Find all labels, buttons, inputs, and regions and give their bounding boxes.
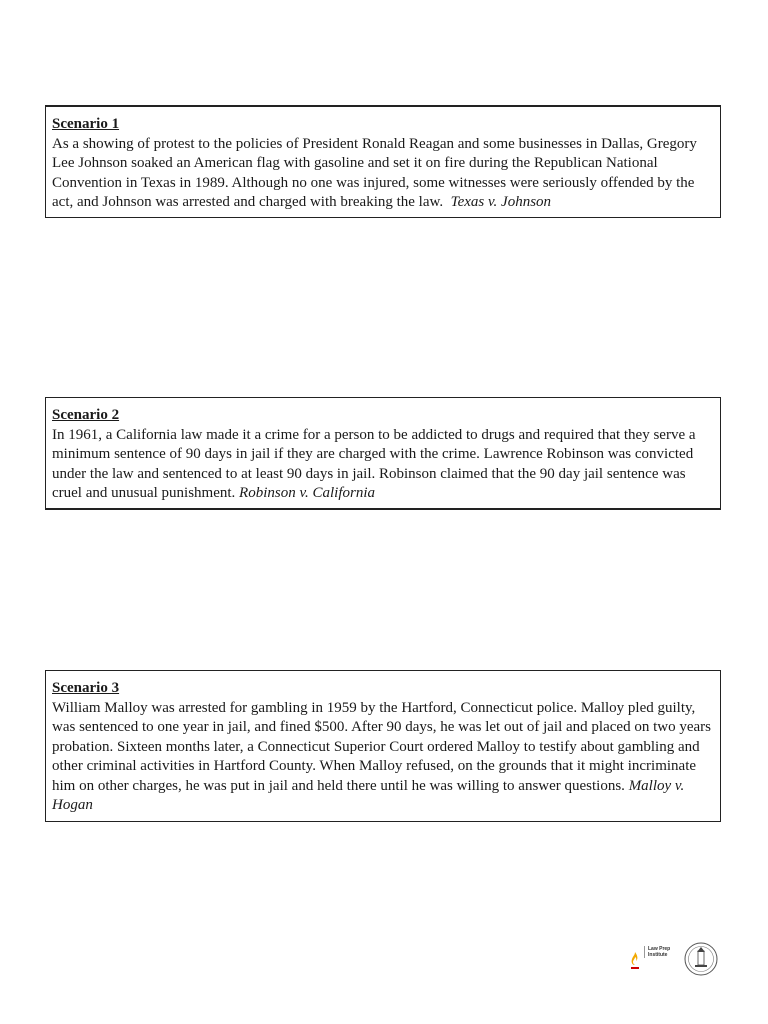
flame-icon (630, 950, 640, 970)
scenario-2-case: Robinson v. California (239, 485, 376, 501)
law-prep-logo (644, 946, 670, 958)
scenario-3-box (45, 670, 721, 822)
scenario-3-text: William Malloy was arrested for gambling in 1959 by the Hartford, Connecticut police. Malloy pled guilty, was sentenced to one year in jail, and fined $500. After 90 days, he was let out of jail and placed on two years probation. Sixteen months later, a Connecticut Superior Court ordered Malloy to testify about gambling and other criminal activities in Hartford County. When Malloy refused, on the grounds that it might incriminate him on other charges, he was put in jail and held there until he was willing to answer questions. (52, 699, 711, 794)
scenario-2-box (45, 397, 721, 510)
logo-line-2: Institute (648, 952, 668, 958)
university-seal-icon (684, 942, 718, 976)
scenario-1-heading: Scenario 1 (52, 116, 120, 132)
scenario-1-case: Texas v. Johnson (450, 194, 552, 210)
scenario-3-heading: Scenario 3 (52, 680, 120, 696)
scenario-2-heading: Scenario 2 (52, 407, 120, 423)
footer-logos (628, 940, 720, 980)
scenario-1-box (45, 105, 721, 218)
scenario-3-case: Malloy v. Hogan (52, 777, 685, 813)
scenario-1-text: As a showing of protest to the policies of President Ronald Reagan and some businesses in Dallas, Gregory Lee Johnson soaked an American flag with gasoline and set it on fire during the Republican National Convention in Texas in 1989. Although no one was injured, some witnesses were seriously offended by the act, and Johnson was arrested and charged with breaking the law. (52, 135, 697, 210)
scenario-2-text: In 1961, a California law made it a crime for a person to be addicted to drugs and required that they serve a minimum sentence of 90 days in jail if they are charged with the crime. Lawrence Robinson was convicted under the law and sentenced to at least 90 days in jail. Robinson claimed that the 90 day jail sentence was cruel and unusual punishment. (52, 426, 696, 501)
logo-line-1: Law Prep (648, 946, 671, 952)
